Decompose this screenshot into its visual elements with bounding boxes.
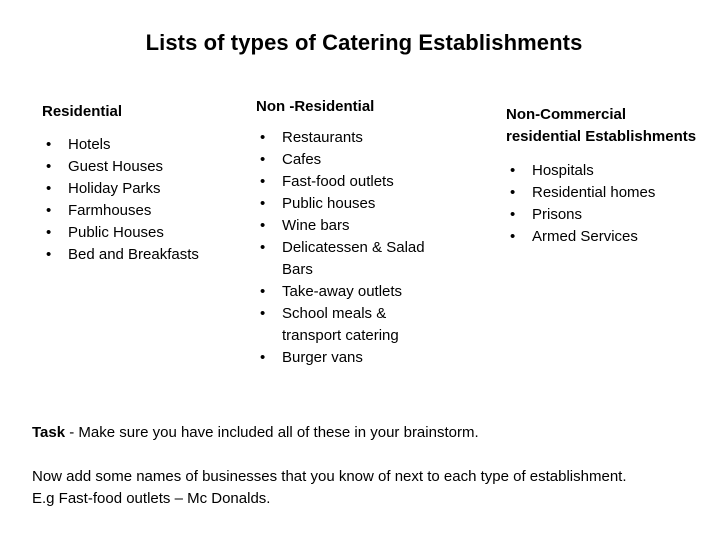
list-non-commercial (506, 160, 721, 248)
list-item: • Restaurants (256, 127, 456, 149)
column-heading-line: residential Establishments (506, 128, 697, 145)
list-item: • Public houses (256, 193, 456, 215)
spacer (32, 444, 722, 466)
task-label: Task (32, 424, 66, 441)
column-heading-non-residential: Non -Residential (256, 98, 375, 115)
column-heading-line: Non-Commercial (506, 106, 627, 123)
list-item: • Prisons (506, 204, 721, 226)
list-non-residential (256, 127, 456, 369)
list-item: • Armed Services (506, 226, 721, 248)
list-item: • Delicatessen & Salad Bars (256, 237, 442, 281)
page-title: Lists of types of Catering Establishments (145, 30, 583, 55)
list-item: • Guest Houses (42, 156, 242, 178)
list-item: • Fast-food outlets (256, 171, 456, 193)
list-item: • Burger vans (256, 347, 456, 369)
list-item: • Take-away outlets (256, 281, 456, 303)
list-item: • Public Houses (42, 222, 242, 244)
list-item: • Hotels (42, 134, 242, 156)
list-residential (42, 134, 242, 266)
column-heading-residential: Residential (42, 103, 123, 120)
list-item: • Farmhouses (42, 200, 242, 222)
task-example: E.g Fast-food outlets – Mc Donalds. (32, 490, 271, 507)
column-non-residential (256, 96, 456, 369)
task-block (32, 422, 722, 510)
list-item: • Bed and Breakfasts (42, 244, 242, 266)
column-residential (42, 101, 242, 266)
column-non-commercial (506, 104, 721, 248)
list-item: • Holiday Parks (42, 178, 242, 200)
task-instruction: Now add some names of businesses that you know of next to each type of establishment. (32, 468, 627, 485)
task-text: - Make sure you have included all of these in your brainstorm. (65, 424, 479, 441)
task-line (32, 422, 722, 444)
list-item: • Wine bars (256, 215, 456, 237)
list-item: • Hospitals (506, 160, 721, 182)
list-item: • Residential homes (506, 182, 721, 204)
column-heading-non-commercial (506, 104, 721, 148)
list-item: • School meals & transport catering (256, 303, 442, 347)
list-item: • Cafes (256, 149, 456, 171)
